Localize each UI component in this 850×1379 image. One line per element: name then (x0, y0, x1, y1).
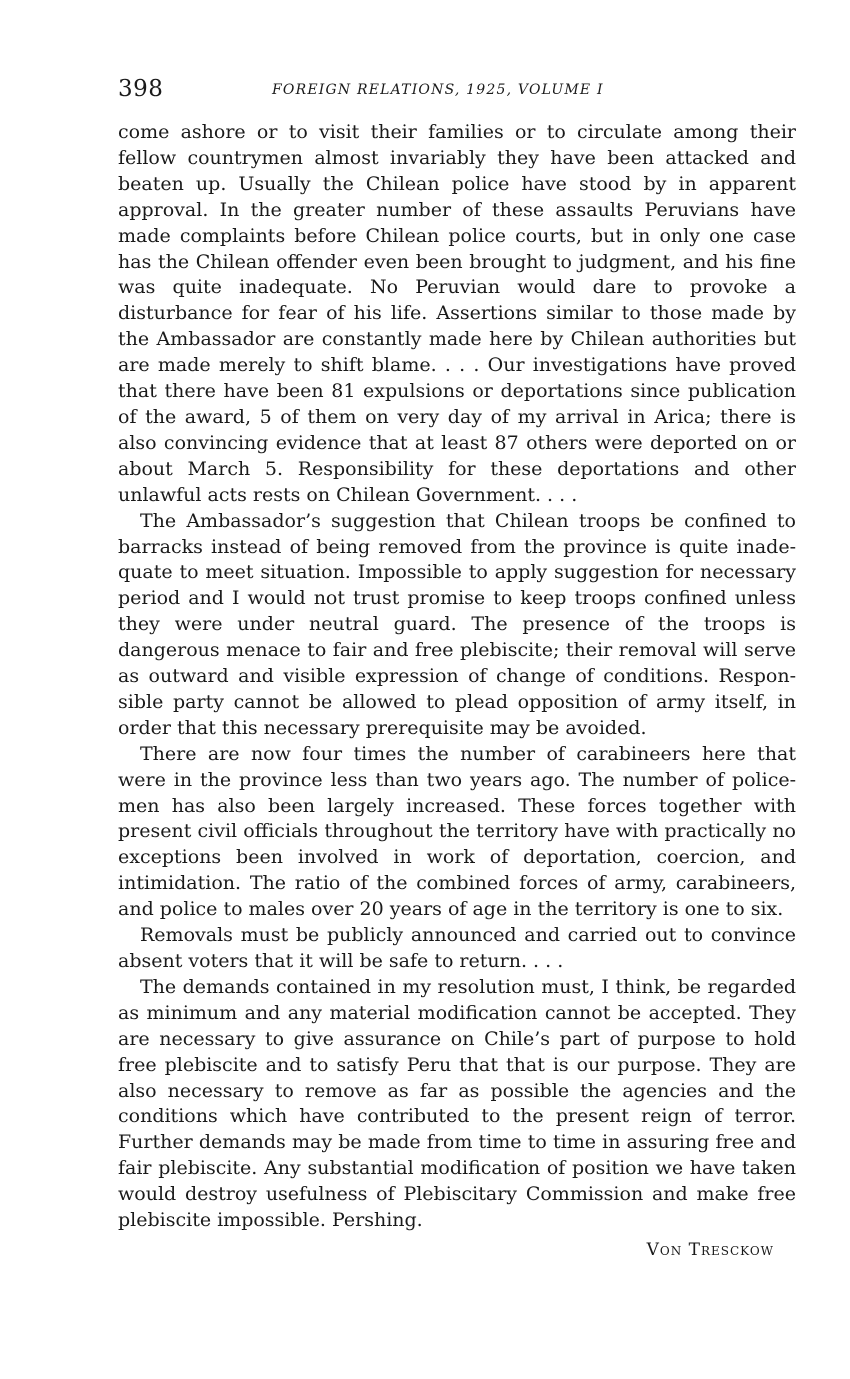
paragraph: The demands contained in my resolution must, I think, be regarded as minimum and any material modification cannot be accepted. They are necessary to give assurance on Chile’s part of purpose to hold free plebiscite and to satisfy Peru that that is our purpose. They are also necessary to remove as far as possible the agencies and the conditions which have contributed to the present reign of terror. Further demands may be made from time to time in assuring free and fair plebiscite. Any substantial modification of position we have taken would destroy usefulness of Plebiscitary Commission and make free plebiscite impossible. Pershing. (118, 975, 796, 1232)
body-text (118, 120, 796, 1234)
paragraph: Removals must be publicly announced and carried out to convince absent voters that it will be safe to return. . . . (118, 924, 796, 972)
paragraph-continued: come ashore or to visit their families or to circulate among their fellow countrymen almost invariably they have been attacked and beaten up. Usually the Chilean police have stood by in apparent approval. In the greater number of these assaults Peruvians have made complaints before Chilean police courts, but in only one case has the Chilean offender even been brought to judgment, and his fine was quite inadequate. No Peruvian would dare to provoke a disturbance for fear of his life. Assertions similar to those made by the Ambassador are constantly made here by Chilean authorities but are made merely to shift blame. . . . Our investigations have proved that there have been 81 expulsions or deportations since publication of the award, 5 of them on very day of my arrival in Arica; there is also convincing evidence that at least 87 others were deported on or about March 5. Responsibility for these deportations and other unlawful acts rests on Chilean Government. . . . (118, 121, 796, 506)
page-number: 398 (118, 76, 164, 102)
signature: Von Tresckow (646, 1239, 774, 1260)
paragraph: There are now four times the number of carabineers here that were in the province less than two years ago. The number of policemen has also been largely increased. These forces together with present civil officials throughout the territory have with practically no exceptions been involved in work of deportation, coercion, and intimidation. The ratio of the combined forces of army, carabineers, and police to males over 20 years of age in the territory is one to six. (118, 742, 796, 921)
running-head (118, 72, 796, 108)
running-head-title: FOREIGN RELATIONS, 1925, VOLUME I (272, 82, 604, 98)
document-page (118, 72, 796, 1260)
paragraph: The Ambassador’s suggestion that Chilean troops be confined to barracks instead of being removed from the province is quite inadequate to meet situation. Impossible to apply suggestion for necessary period and I would not trust promise to keep troops confined unless they were under neutral guard. The presence of the troops is dangerous menace to fair and free plebiscite; their removal will serve as outward and visible expression of change of conditions. Responsible party cannot be allowed to plead opposition of army itself, in order that this necessary prerequisite may be avoided. (118, 509, 796, 739)
